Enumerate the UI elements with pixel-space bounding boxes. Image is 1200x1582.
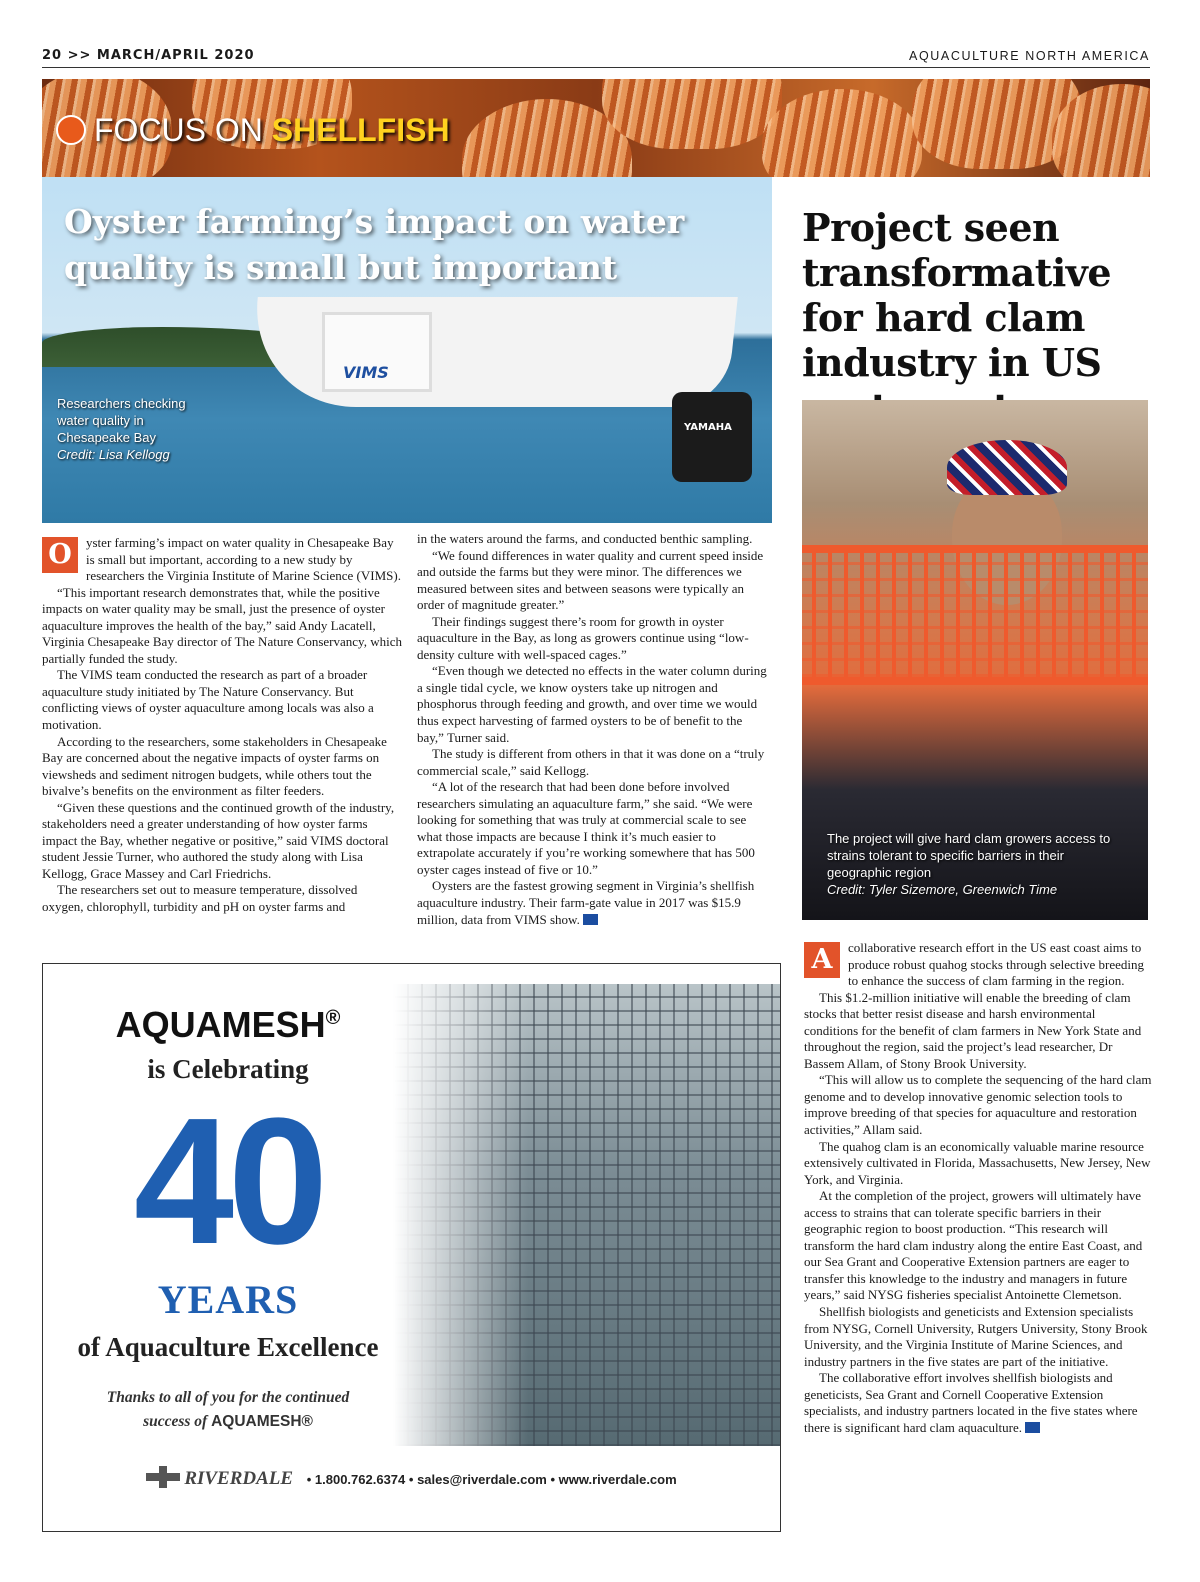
- ad-thanks: [83, 1386, 373, 1434]
- body-paragraph: According to the researchers, some stakeholders in Chesapeake Bay are concerned about the negative impacts of oyster farms on viewsheds and sediment nitrogen budgets, while others tout the bivalve’s benefits on the environment as filter feeders.: [42, 733, 387, 799]
- boat-cabin: [322, 312, 432, 392]
- body-paragraph: [417, 878, 771, 928]
- scallop-shell-image: [602, 79, 782, 149]
- scallop-shell-image: [762, 89, 922, 177]
- email-link[interactable]: sales@riverdale.com: [417, 1472, 547, 1487]
- thanks-line: Thanks to all of you for the continued: [106, 1389, 350, 1406]
- body-paragraph: “This important research demonstrates that, while the positive impacts on water quality may be small, just the presence of oyster aquaculture improves the health of the bay,” said Andy Lacatell, Virginia Chesapeake Bay director of The Nature Conservancy, which partially funded the study.: [42, 584, 402, 666]
- circle-icon: [56, 115, 86, 145]
- body-paragraph: “We found differences in water quality and current speed inside and outside the farms but they were minor. The differences we measured between sites and between seasons were typically an order of magnitude greater.”: [417, 547, 764, 613]
- publication-name: AQUACULTURE NORTH AMERICA: [909, 49, 1150, 63]
- paragraph-text: yster farming’s impact on water quality in Chesapeake Bay is small but important, according to a new study by researchers the Virginia Institute of Marine Science (VIMS).: [86, 535, 401, 584]
- body-paragraph: [42, 535, 402, 585]
- website-link[interactable]: www.riverdale.com: [558, 1472, 677, 1487]
- company-name: RIVERDALE: [184, 1468, 294, 1489]
- separator: •: [306, 1472, 312, 1487]
- caption-text: The project will give hard clam growers access to strains tolerant to specific barriers in their geographic region: [827, 831, 1111, 880]
- clam-article-photo: [802, 400, 1148, 920]
- body-paragraph: [804, 940, 1152, 990]
- body-paragraph: Their findings suggest there’s room for growth in oyster aquaculture in the Bay, as long as growers continue using “low-density culture with well-spaced cages.”: [417, 613, 749, 662]
- oyster-photo-caption: [57, 395, 197, 463]
- outboard-engine: [672, 392, 752, 482]
- body-paragraph: Shellfish biologists and geneticists and Extension specialists from NYSG, Cornell University, Rutgers University, Stony Brook University, and the Virginia Institute of Marine Sciences, and industry partners in the five states are part of the initiative.: [804, 1304, 1148, 1369]
- paragraph-text: The collaborative effort involves shellfish biologists and geneticists, Sea Grant and Cornell Cooperative Extension specialists, and industry partners located in the five states where there is significant hard clam aquaculture.: [804, 1370, 1138, 1435]
- end-mark-icon: [583, 914, 598, 925]
- engine-label: YAMAHA: [684, 422, 732, 433]
- body-paragraph: The quahog clam is an economically valuable marine resource extensively cultivated in Florida, Massachusetts, New Jersey, New York, and Virginia.: [804, 1138, 1151, 1187]
- phone-number: 1.800.762.6374: [314, 1472, 406, 1487]
- drop-cap: O: [42, 537, 78, 573]
- thanks-line: success of: [143, 1413, 208, 1430]
- section-tag: [56, 112, 450, 149]
- paragraph-text: collaborative research effort in the US east coast aims to produce robust quahog stocks through selective breeding to enhance the success of clam farming in the region.: [848, 940, 1145, 989]
- drop-cap: A: [804, 942, 840, 978]
- ad-anniversary-number: 40: [133, 1081, 323, 1282]
- body-paragraph: “Even though we detected no effects in the water column during a single tidal cycle, we know oysters take up nitrogen and phosphorus through feeding and growth, and over time we would thus expect harvesting of farmed oysters to be of benefit to the bay,” Turner said.: [417, 663, 767, 745]
- section-banner: [42, 79, 1150, 177]
- ad-years: YEARS: [157, 1277, 299, 1322]
- ad-celebrating: is Celebrating: [147, 1054, 309, 1084]
- clam-body-column: [804, 940, 1152, 1436]
- thanks-brand: AQUAMESH®: [211, 1413, 313, 1430]
- boat-hull: [246, 297, 738, 407]
- aquamesh-advertisement[interactable]: [42, 963, 781, 1532]
- body-paragraph: in the waters around the farms, and conducted benthic sampling.: [417, 531, 753, 546]
- riverdale-logo-icon: [146, 1466, 180, 1488]
- oyster-body-column-2: [417, 531, 771, 928]
- oyster-body-column-1: [42, 535, 402, 916]
- caption-credit: Credit: Lisa Kellogg: [57, 447, 170, 462]
- orange-crate: [802, 545, 1148, 685]
- clam-headline: Project seen transformative for hard clam industry in US: [802, 205, 1112, 385]
- oyster-article-photo: [42, 177, 772, 523]
- caption-text: Researchers checking water quality in Chesapeake Bay: [57, 396, 186, 445]
- body-paragraph: The study is different from others in that it was done on a “truly commercial scale,” said Kellogg.: [417, 746, 765, 778]
- body-paragraph: This $1.2-million initiative will enable the breeding of clam stocks that better resist disease and harsh environmental conditions for the benefit of clam farmers in New York State and throughout the region, said the project’s lead researcher, Dr Bassem Allam, of Stony Brook University.: [804, 989, 1142, 1071]
- body-paragraph: The VIMS team conducted the research as part of a broader aquaculture study initiated by The Nature Conservancy. But conflicting views of oyster aquaculture among locals was also a motivation.: [42, 667, 374, 733]
- clam-photo-caption: [827, 830, 1127, 898]
- body-paragraph: [804, 1370, 1152, 1436]
- body-paragraph: At the completion of the project, growers will ultimately have access to strains that can tolerate specific barriers in their geographic region to boost production. “This research will transform the hard clam industry along the entire East Coast, and our Sea Grant and Cooperative Extension partners are eager to transfer this knowledge to the industry and managers in future years,” said NYSG fisheries specialist Antoinette Clemetson.: [804, 1188, 1143, 1303]
- ad-contact-line: [43, 1466, 780, 1490]
- separator: •: [550, 1472, 556, 1487]
- registered-mark: ®: [325, 1007, 341, 1029]
- worker-bandana: [947, 440, 1067, 495]
- body-paragraph: “This will allow us to complete the sequencing of the hard clam genome and to develop innovative genomic selection tools to improve breeding of that species for aquaculture and restoration activities,” Allam said.: [804, 1072, 1152, 1138]
- page-info: 20 >> MARCH/APRIL 2020: [42, 48, 255, 63]
- ad-excellence: of Aquaculture Excellence: [77, 1332, 379, 1362]
- running-header: [42, 46, 1150, 68]
- paragraph-text: Oysters are the fastest growing segment in Virginia’s shellfish aquaculture industry. Their farm-gate value in 2017 was $15.9 million, data from VIMS show.: [417, 878, 755, 927]
- body-paragraph: “Given these questions and the continued growth of the industry, stakeholders need a greater understanding of how oyster farms impact the Bay, whether negative or positive,” said VIMS doctoral student Jessie Turner, who authored the study along with Lisa Kellogg, Grace Massey and Carl Friedrichs.: [42, 799, 395, 881]
- brand-text: AQUAMESH: [115, 1004, 326, 1045]
- oyster-headline: Oyster farming’s impact on water quality is small but important: [64, 202, 685, 287]
- separator: •: [408, 1472, 414, 1487]
- boat-label: VIMS: [343, 363, 389, 382]
- caption-credit: Credit: Tyler Sizemore, Greenwich Time: [827, 882, 1058, 897]
- ad-brand: [43, 1004, 413, 1046]
- body-paragraph: The researchers set out to measure temperature, dissolved oxygen, chlorophyll, turbidity and pH on oyster farms and: [42, 882, 358, 915]
- focus-prefix: FOCUS ON: [94, 112, 263, 148]
- wire-cage-image: [393, 984, 780, 1446]
- focus-topic: SHELLFISH: [271, 112, 450, 148]
- end-mark-icon: [1025, 1422, 1040, 1433]
- body-paragraph: “A lot of the research that had been done before involved researchers simulating an aquaculture farm,” she said. “We were looking for something that was truly at commercial scale to see what those impacts are because I think it’s much easier to extrapolate accurately if you’re working somewhere that has 500 oyster cages instead of five or 10.”: [417, 779, 755, 877]
